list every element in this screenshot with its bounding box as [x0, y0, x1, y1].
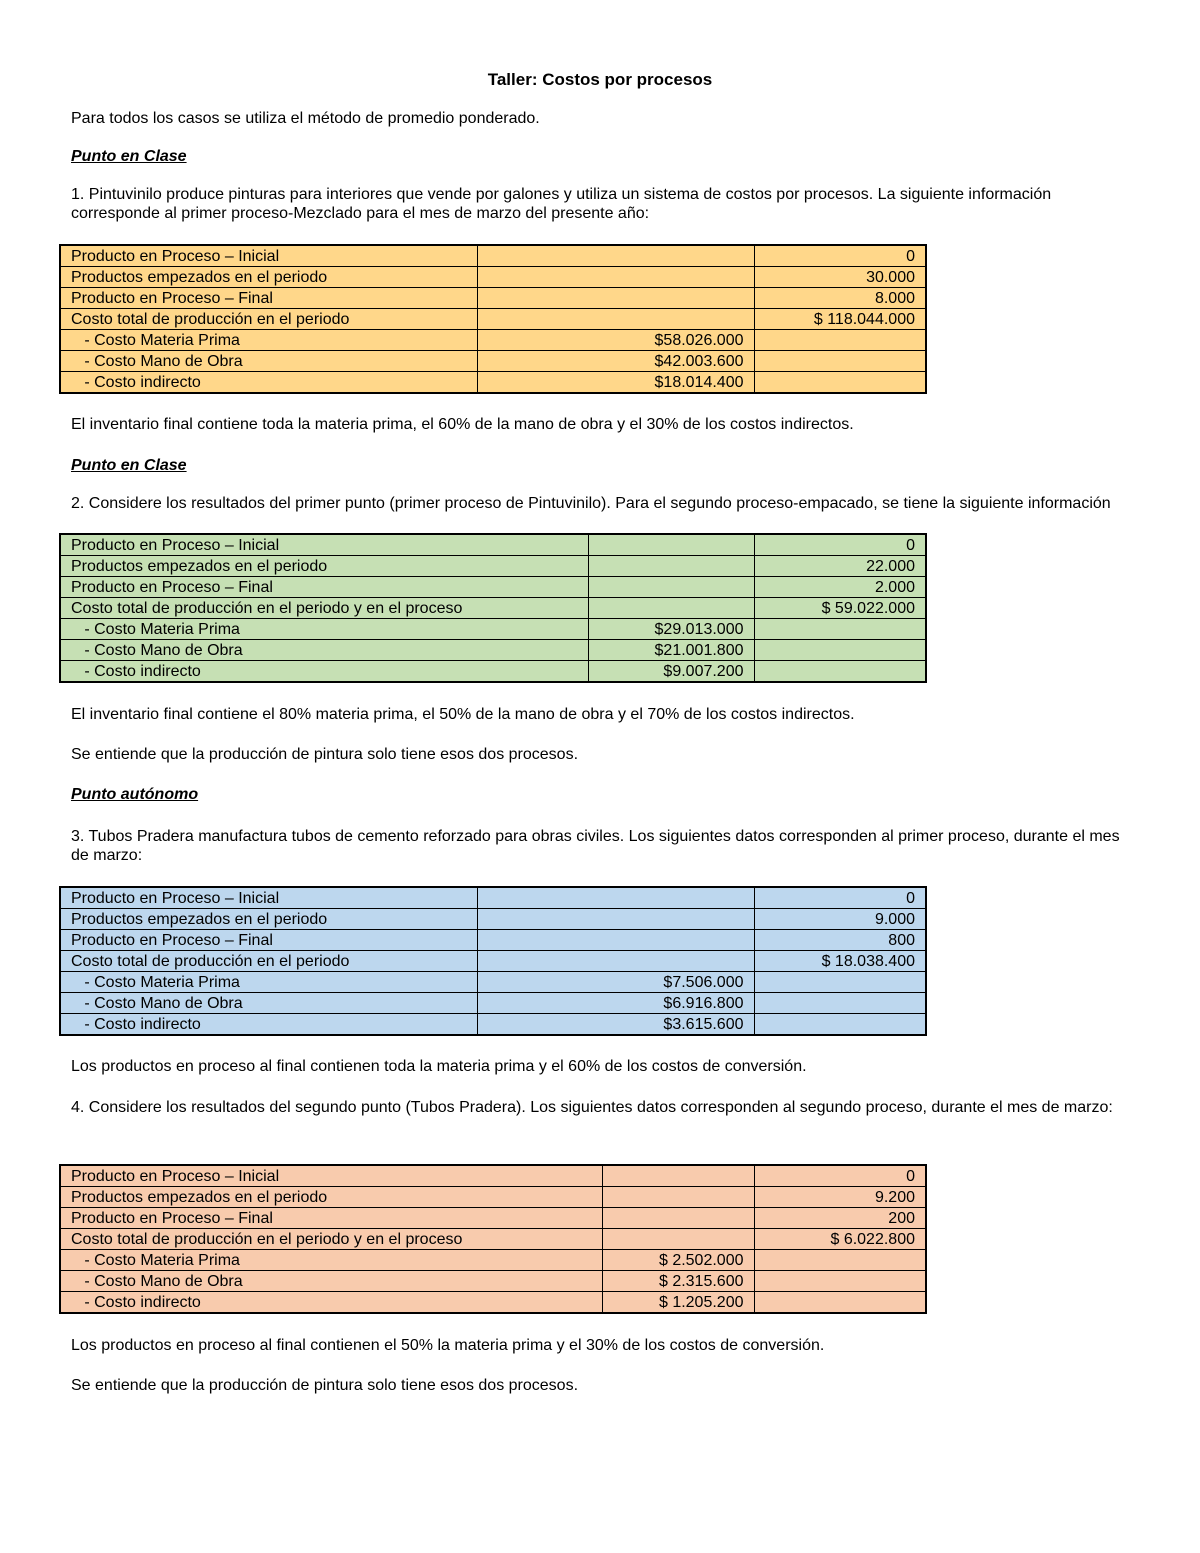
row-label: - Costo indirecto [60, 372, 477, 394]
row-label: Producto en Proceso – Inicial [60, 887, 477, 909]
row-total-value: 0 [754, 887, 926, 909]
table-row [60, 372, 926, 394]
row-sub-value [477, 909, 754, 930]
row-total-value [754, 1250, 926, 1271]
row-label: - Costo Mano de Obra [60, 1271, 602, 1292]
table-row [60, 1208, 926, 1229]
row-sub-value: $3.615.600 [477, 1014, 754, 1036]
row-label: - Costo Mano de Obra [60, 351, 477, 372]
row-total-value: 800 [754, 930, 926, 951]
table-row [60, 661, 926, 683]
heading-punto-2: Punto en Clase [71, 457, 187, 474]
row-sub-value: $ 2.315.600 [602, 1271, 754, 1292]
row-label: Costo total de producción en el periodo [60, 951, 477, 972]
row-total-value: 9.200 [754, 1187, 926, 1208]
row-label: Producto en Proceso – Inicial [60, 1165, 602, 1187]
row-sub-value: $21.001.800 [588, 640, 754, 661]
note-2b-text: Se entiende que la producción de pintura solo tiene esos dos procesos. [71, 746, 579, 763]
table-row [60, 267, 926, 288]
row-total-value: 200 [754, 1208, 926, 1229]
table-4 [59, 1164, 927, 1314]
row-total-value [754, 330, 926, 351]
document-title: Taller: Costos por procesos [487, 70, 713, 89]
row-label: - Costo Materia Prima [60, 619, 588, 640]
table-row [60, 351, 926, 372]
row-sub-value [477, 951, 754, 972]
heading-punto-3: Punto autónomo [71, 786, 199, 803]
row-label: - Costo Mano de Obra [60, 993, 477, 1014]
table-row [60, 640, 926, 661]
row-total-value [754, 993, 926, 1014]
row-sub-value: $ 1.205.200 [602, 1292, 754, 1314]
table-row [60, 1271, 926, 1292]
row-sub-value [588, 577, 754, 598]
row-label: Producto en Proceso – Inicial [60, 534, 588, 556]
row-sub-value [588, 598, 754, 619]
row-sub-value [602, 1229, 754, 1250]
row-label: Producto en Proceso – Final [60, 930, 477, 951]
problem-2-text: 2. Considere los resultados del primer punto (primer proceso de Pintuvinilo). Para el segundo proceso-empacado, se tiene la siguiente información [71, 495, 1111, 512]
table-row [60, 1250, 926, 1271]
row-sub-value: $18.014.400 [477, 372, 754, 394]
table-3 [59, 886, 927, 1036]
note-4b-text: Se entiende que la producción de pintura solo tiene esos dos procesos. [71, 1377, 579, 1394]
table-row [60, 598, 926, 619]
row-total-value: 8.000 [754, 288, 926, 309]
row-total-value: $ 118.044.000 [754, 309, 926, 330]
table-row [60, 1229, 926, 1250]
note-4-text: Los productos en proceso al final contienen el 50% la materia prima y el 30% de los costos de conversión. [71, 1337, 825, 1354]
row-sub-value [477, 288, 754, 309]
note-2-text: El inventario final contiene el 80% materia prima, el 50% de la mano de obra y el 70% de los costos indirectos. [71, 706, 855, 723]
row-sub-value [588, 556, 754, 577]
heading-punto-1: Punto en Clase [71, 148, 187, 165]
table-row [60, 288, 926, 309]
table-row [60, 534, 926, 556]
row-label: Productos empezados en el periodo [60, 556, 588, 577]
row-label: Costo total de producción en el periodo y en el proceso [60, 1229, 602, 1250]
row-label: - Costo Materia Prima [60, 972, 477, 993]
row-sub-value: $42.003.600 [477, 351, 754, 372]
row-total-value: 0 [754, 1165, 926, 1187]
table-1 [59, 244, 927, 394]
table-row [60, 309, 926, 330]
row-sub-value [477, 930, 754, 951]
row-label: Producto en Proceso – Inicial [60, 245, 477, 267]
table-row [60, 1187, 926, 1208]
row-label: Producto en Proceso – Final [60, 577, 588, 598]
row-label: - Costo Materia Prima [60, 330, 477, 351]
note-1-text: El inventario final contiene toda la materia prima, el 60% de la mano de obra y el 30% de los costos indirectos. [71, 416, 854, 433]
row-total-value [754, 972, 926, 993]
row-total-value [754, 640, 926, 661]
row-total-value: $ 6.022.800 [754, 1229, 926, 1250]
row-sub-value: $29.013.000 [588, 619, 754, 640]
row-label: Productos empezados en el periodo [60, 267, 477, 288]
row-total-value [754, 661, 926, 683]
row-sub-value [477, 309, 754, 330]
table-row [60, 245, 926, 267]
row-label: - Costo Materia Prima [60, 1250, 602, 1271]
table-row [60, 993, 926, 1014]
row-sub-value [477, 245, 754, 267]
row-label: Costo total de producción en el periodo y en el proceso [60, 598, 588, 619]
problem-3-text: 3. Tubos Pradera manufactura tubos de cemento reforzado para obras civiles. Los siguientes datos corresponden al primer proceso, durante el mes de marzo: [71, 828, 1120, 864]
table-row [60, 1165, 926, 1187]
row-sub-value: $ 2.502.000 [602, 1250, 754, 1271]
row-label: Costo total de producción en el periodo [60, 309, 477, 330]
table-row [60, 330, 926, 351]
row-sub-value [588, 534, 754, 556]
row-total-value [754, 1271, 926, 1292]
row-sub-value [602, 1165, 754, 1187]
row-sub-value [602, 1187, 754, 1208]
row-label: Productos empezados en el periodo [60, 1187, 602, 1208]
row-sub-value: $58.026.000 [477, 330, 754, 351]
row-total-value: 22.000 [754, 556, 926, 577]
table-row [60, 951, 926, 972]
row-label: - Costo Mano de Obra [60, 640, 588, 661]
row-total-value [754, 1292, 926, 1314]
row-sub-value: $6.916.800 [477, 993, 754, 1014]
row-total-value [754, 372, 926, 394]
row-label: Producto en Proceso – Final [60, 1208, 602, 1229]
table-row [60, 887, 926, 909]
row-label: - Costo indirecto [60, 1292, 602, 1314]
table-row [60, 972, 926, 993]
row-total-value [754, 1014, 926, 1036]
intro-text: Para todos los casos se utiliza el método de promedio ponderado. [71, 110, 540, 127]
table-row [60, 1292, 926, 1314]
row-label: Producto en Proceso – Final [60, 288, 477, 309]
table-2 [59, 533, 927, 683]
row-total-value: 0 [754, 245, 926, 267]
row-sub-value [477, 267, 754, 288]
row-total-value: $ 18.038.400 [754, 951, 926, 972]
row-total-value [754, 619, 926, 640]
problem-4-text: 4. Considere los resultados del segundo punto (Tubos Pradera). Los siguientes datos corresponden al segundo proceso, durante el mes de marzo: [71, 1099, 1113, 1116]
row-sub-value: $9.007.200 [588, 661, 754, 683]
row-sub-value [477, 887, 754, 909]
problem-1-text: 1. Pintuvinilo produce pinturas para interiores que vende por galones y utiliza un sistema de costos por procesos. La siguiente información corresponde al primer proceso-Mezclado para el mes de marzo del presente año: [71, 186, 1052, 222]
note-3-text: Los productos en proceso al final contienen toda la materia prima y el 60% de los costos de conversión. [71, 1058, 807, 1075]
row-total-value [754, 351, 926, 372]
table-row [60, 930, 926, 951]
row-sub-value [602, 1208, 754, 1229]
row-total-value: 2.000 [754, 577, 926, 598]
row-sub-value: $7.506.000 [477, 972, 754, 993]
row-total-value: 9.000 [754, 909, 926, 930]
row-label: Productos empezados en el periodo [60, 909, 477, 930]
row-label: - Costo indirecto [60, 1014, 477, 1036]
row-total-value: 30.000 [754, 267, 926, 288]
row-label: - Costo indirecto [60, 661, 588, 683]
table-row [60, 619, 926, 640]
table-row [60, 1014, 926, 1036]
row-total-value: $ 59.022.000 [754, 598, 926, 619]
table-row [60, 577, 926, 598]
table-row [60, 909, 926, 930]
table-row [60, 556, 926, 577]
row-total-value: 0 [754, 534, 926, 556]
